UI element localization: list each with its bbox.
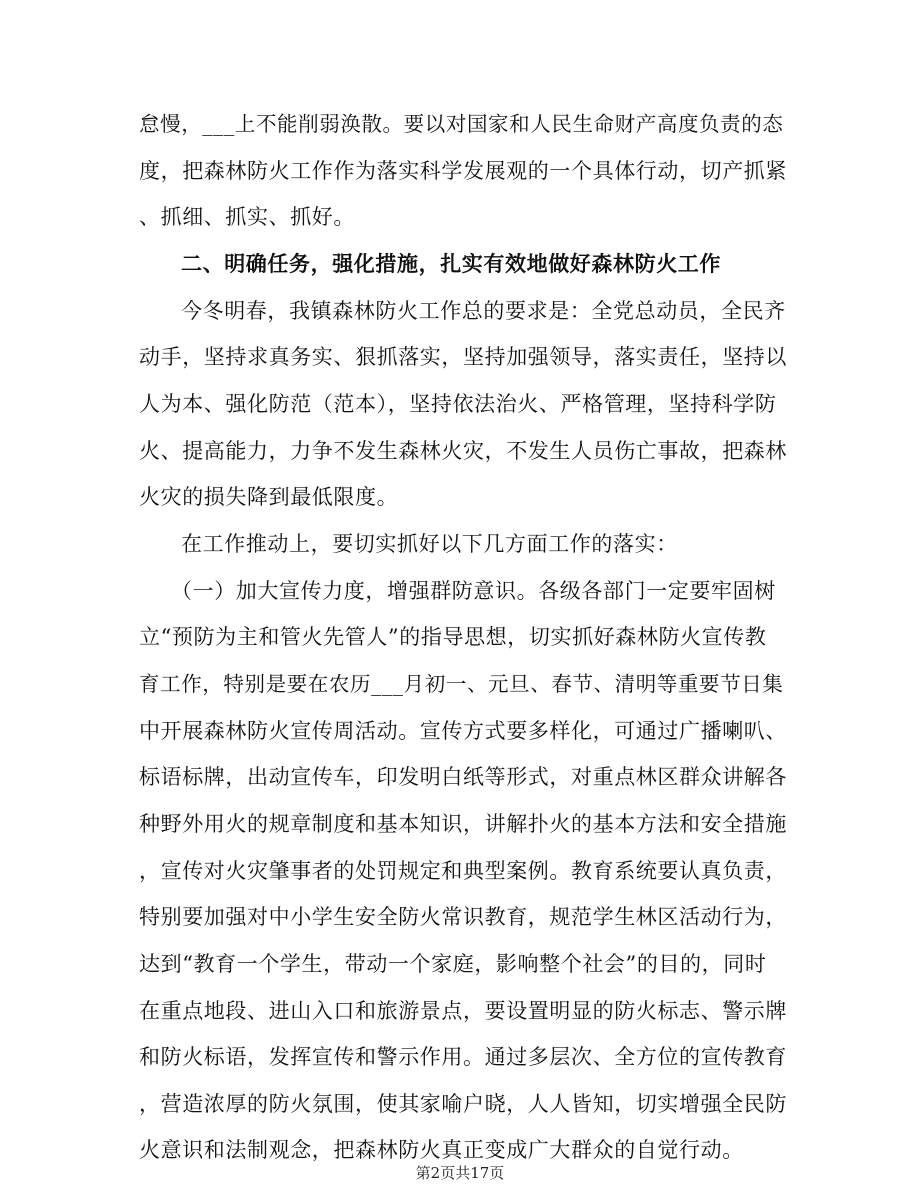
paragraph-line: 特别要加强对中小学生安全防火常识教育，规范学生林区活动行为， [139,905,787,929]
paragraph-line: 育工作，特别是要在农历___月初一、元旦、春节、清明等重要节日集 [139,672,784,696]
paragraph-line: 达到“教育一个学生，带动一个家庭，影响整个社会”的目的，同时 [139,952,767,976]
paragraph-line: 中开展森林防火宣传周活动。宣传方式要多样化，可通过广播喇叭、 [139,719,787,743]
paragraph-line: 人为本、强化防范（范本），坚持依法治火、严格管理，坚持科学防 [139,392,777,416]
paragraph-line: 种野外用火的规章制度和基本知识，讲解扑火的基本方法和安全措施 [139,812,787,836]
paragraph-line: 度，把森林防火工作作为落实科学发展观的一个具体行动，切产抓紧 [139,159,787,183]
paragraph-line: 火意识和法制观念，把森林防火真正变成广大群众的自觉行动。 [139,1138,744,1162]
paragraph-line: 火灾的损失降到最低限度。 [139,485,399,509]
paragraph-line: 、抓细、抓实、抓好。 [139,205,355,229]
paragraph-line: 今冬明春，我镇森林防火工作总的要求是：全党总动员，全民齐 [181,299,786,323]
paragraph-line: 立“预防为主和管火先管人”的指导思想，切实抓好森林防火宣传教 [139,625,767,649]
paragraph-line: 火、提高能力，力争不发生森林火灾，不发生人员伤亡事故，把森林 [139,439,787,463]
paragraph-line: 怠慢，___上不能削弱涣散。要以对国家和人民生命财产高度负责的态 [139,112,784,136]
paragraph-line: （一）加大宣传力度，增强群防意识。各级各部门一定要牢固树 [171,579,776,603]
paragraph-line: 标语标牌，出动宣传车，印发明白纸等形式，对重点林区群众讲解各 [139,765,787,789]
paragraph-line: ，宣传对火灾肇事者的处罚规定和典型案例。教育系统要认真负责， [139,859,787,883]
paragraph-line: 和防火标语，发挥宣传和警示作用。通过多层次、全方位的宣传教育 [139,1045,787,1069]
paragraph-line: ，营造浓厚的防火氛围，使其家喻户晓，人人皆知，切实增强全民防 [139,1092,787,1116]
page-footer: 第2页共17页 [415,1164,505,1182]
paragraph-line: 在工作推动上，要切实抓好以下几方面工作的落实： [181,532,678,556]
paragraph-line: 动手，坚持求真务实、狠抓落实，坚持加强领导，落实责任，坚持以 [139,345,787,369]
paragraph-line: 在重点地段、进山入口和旅游景点，要设置明显的防火标志、警示牌 [139,999,787,1023]
section-heading: 二、明确任务，强化措施，扎实有效地做好森林防火工作 [181,251,721,276]
